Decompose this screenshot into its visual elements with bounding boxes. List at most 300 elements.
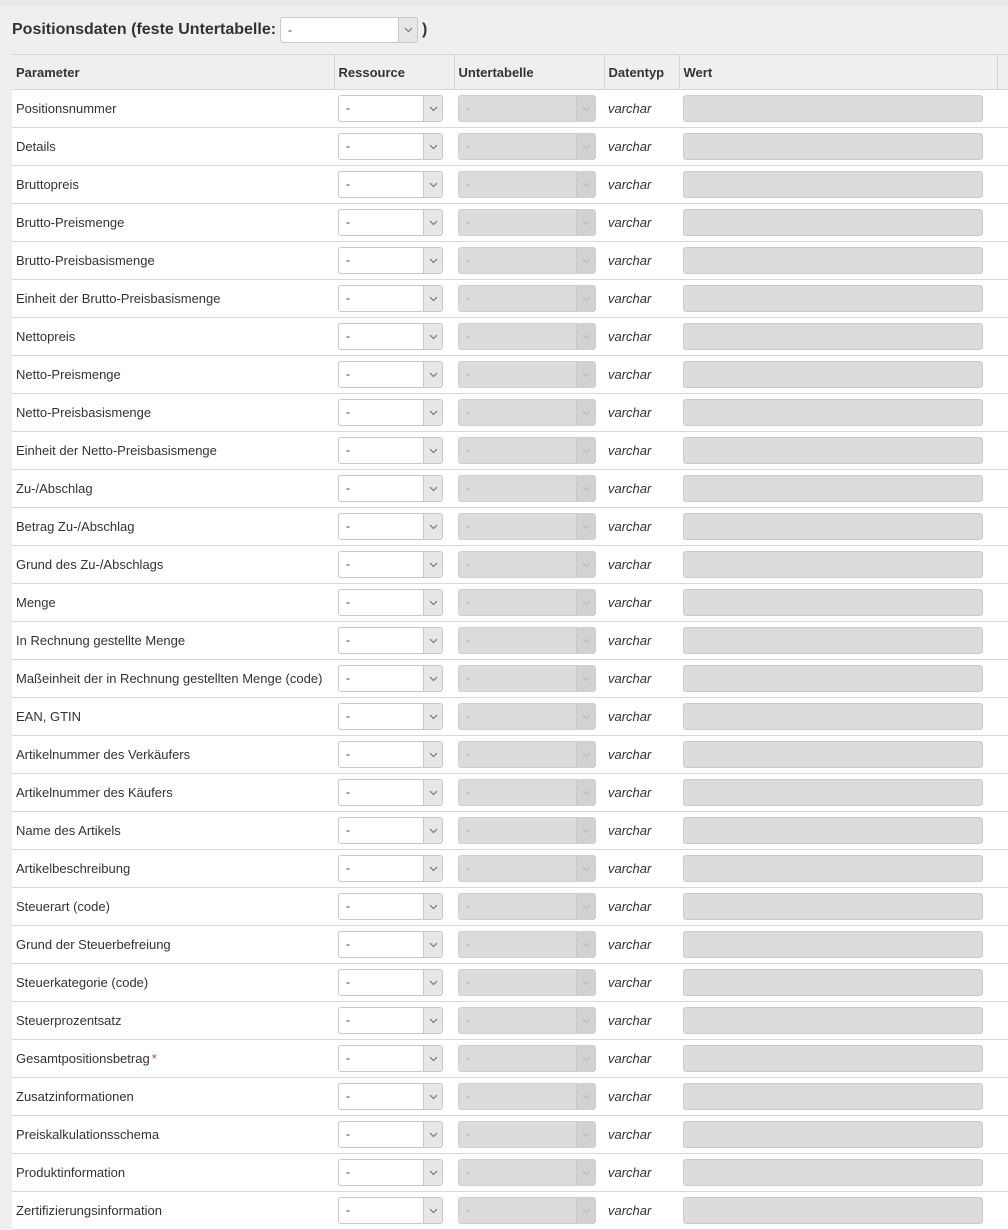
- ressource-select[interactable]: [338, 589, 443, 616]
- chevron-down-icon[interactable]: [423, 1084, 442, 1109]
- ressource-cell: [334, 964, 454, 1002]
- ressource-select[interactable]: [338, 855, 443, 882]
- parameter-label: Brutto-Preisbasismenge: [16, 253, 155, 268]
- header-wert: Wert: [679, 55, 997, 90]
- parameter-cell: [12, 470, 334, 508]
- datentyp-value: varchar: [608, 1089, 652, 1104]
- wert-cell: [679, 888, 997, 926]
- chevron-down-icon[interactable]: [423, 894, 442, 919]
- section-title: Positionsdaten (feste Untertabelle:: [12, 21, 277, 38]
- chevron-down-icon[interactable]: [423, 362, 442, 387]
- ressource-select-value: -: [346, 253, 350, 267]
- parameter-label: Betrag Zu-/Abschlag: [16, 519, 135, 534]
- untertabelle-cell: [454, 926, 604, 964]
- chevron-down-icon[interactable]: [423, 742, 442, 767]
- untertabelle-cell: [454, 622, 604, 660]
- wert-input-disabled: [683, 95, 983, 122]
- wert-input-disabled: [683, 209, 983, 236]
- table-row: [12, 964, 1008, 1002]
- parameter-cell: [12, 318, 334, 356]
- wert-cell: [679, 204, 997, 242]
- chevron-down-icon[interactable]: [423, 96, 442, 121]
- datentyp-cell: [604, 1078, 679, 1116]
- untertabelle-select-value: -: [466, 671, 470, 685]
- untertabelle-cell: [454, 356, 604, 394]
- fixed-subtable-select[interactable]: [280, 17, 418, 43]
- table-row: [12, 1192, 1008, 1230]
- ressource-select[interactable]: [338, 437, 443, 464]
- table-row: [12, 698, 1008, 736]
- parameter-cell: [12, 1078, 334, 1116]
- wert-cell: [679, 1078, 997, 1116]
- spacer-cell: [997, 470, 1008, 508]
- wert-cell: [679, 660, 997, 698]
- parameter-label: Steuerprozentsatz: [16, 1013, 122, 1028]
- ressource-select[interactable]: [338, 1045, 443, 1072]
- ressource-select[interactable]: [338, 323, 443, 350]
- datentyp-value: varchar: [608, 633, 652, 648]
- untertabelle-select-value: -: [466, 443, 470, 457]
- untertabelle-cell: [454, 584, 604, 622]
- chevron-down-icon[interactable]: [423, 552, 442, 577]
- wert-cell: [679, 1002, 997, 1040]
- wert-input-disabled: [683, 703, 983, 730]
- wert-input-disabled: [683, 1159, 983, 1186]
- parameter-label: In Rechnung gestellte Menge: [16, 633, 186, 648]
- chevron-down-icon: [576, 1198, 595, 1223]
- ressource-select-value: -: [346, 785, 350, 799]
- datentyp-cell: [604, 584, 679, 622]
- untertabelle-select-value: -: [466, 937, 470, 951]
- chevron-down-icon[interactable]: [423, 1160, 442, 1185]
- spacer-cell: [997, 280, 1008, 318]
- ressource-cell: [334, 1116, 454, 1154]
- ressource-select[interactable]: [338, 931, 443, 958]
- untertabelle-cell: [454, 1040, 604, 1078]
- ressource-select[interactable]: [338, 741, 443, 768]
- untertabelle-select-disabled: [458, 703, 596, 730]
- ressource-select-value: -: [346, 1089, 350, 1103]
- untertabelle-cell: [454, 166, 604, 204]
- datentyp-cell: [604, 166, 679, 204]
- untertabelle-select-value: -: [466, 177, 470, 191]
- chevron-down-icon[interactable]: [423, 932, 442, 957]
- table-row: [12, 318, 1008, 356]
- chevron-down-icon[interactable]: [423, 514, 442, 539]
- chevron-down-icon[interactable]: [423, 248, 442, 273]
- untertabelle-cell: [454, 546, 604, 584]
- ressource-select-value: -: [346, 367, 350, 381]
- wert-cell: [679, 90, 997, 128]
- untertabelle-select-value: -: [466, 1203, 470, 1217]
- untertabelle-select-disabled: [458, 475, 596, 502]
- wert-input-disabled: [683, 133, 983, 160]
- wert-input-disabled: [683, 1045, 983, 1072]
- datentyp-value: varchar: [608, 937, 652, 952]
- table-row: [12, 1116, 1008, 1154]
- datentyp-cell: [604, 508, 679, 546]
- untertabelle-cell: [454, 1002, 604, 1040]
- parameter-label: Produktinformation: [16, 1165, 126, 1180]
- chevron-down-icon: [576, 1008, 595, 1033]
- datentyp-cell: [604, 204, 679, 242]
- parameter-cell: [12, 128, 334, 166]
- ressource-cell: [334, 850, 454, 888]
- ressource-select[interactable]: [338, 285, 443, 312]
- datentyp-value: varchar: [608, 291, 652, 306]
- untertabelle-select-disabled: [458, 247, 596, 274]
- chevron-down-icon: [576, 1046, 595, 1071]
- datentyp-cell: [604, 546, 679, 584]
- spacer-cell: [997, 1154, 1008, 1192]
- chevron-down-icon[interactable]: [423, 818, 442, 843]
- ressource-cell: [334, 926, 454, 964]
- ressource-cell: [334, 1154, 454, 1192]
- ressource-select[interactable]: [338, 247, 443, 274]
- wert-cell: [679, 242, 997, 280]
- datentyp-cell: [604, 90, 679, 128]
- ressource-cell: [334, 470, 454, 508]
- chevron-down-icon: [576, 1084, 595, 1109]
- parameter-label: Positionsnummer: [16, 101, 117, 116]
- ressource-cell: [334, 242, 454, 280]
- ressource-select-value: -: [346, 975, 350, 989]
- datentyp-value: varchar: [608, 1051, 652, 1066]
- spacer-cell: [997, 204, 1008, 242]
- untertabelle-select-disabled: [458, 1045, 596, 1072]
- ressource-select[interactable]: [338, 779, 443, 806]
- table-row: [12, 546, 1008, 584]
- chevron-down-icon: [576, 476, 595, 501]
- untertabelle-cell: [454, 128, 604, 166]
- parameter-cell: [12, 850, 334, 888]
- ressource-select-value: -: [346, 177, 350, 191]
- datentyp-value: varchar: [608, 443, 652, 458]
- ressource-select[interactable]: [338, 1197, 443, 1224]
- untertabelle-cell: [454, 774, 604, 812]
- parameter-label: Maßeinheit der in Rechnung gestellten Menge (code): [16, 671, 323, 686]
- ressource-select[interactable]: [338, 399, 443, 426]
- wert-cell: [679, 698, 997, 736]
- untertabelle-select-disabled: [458, 361, 596, 388]
- wert-cell: [679, 812, 997, 850]
- ressource-select[interactable]: [338, 1121, 443, 1148]
- chevron-down-icon[interactable]: [423, 1008, 442, 1033]
- ressource-cell: [334, 1040, 454, 1078]
- table-row: [12, 888, 1008, 926]
- untertabelle-select-disabled: [458, 171, 596, 198]
- table-row: [12, 128, 1008, 166]
- untertabelle-select-value: -: [466, 899, 470, 913]
- untertabelle-select-value: -: [466, 253, 470, 267]
- untertabelle-select-disabled: [458, 1159, 596, 1186]
- untertabelle-cell: [454, 90, 604, 128]
- spacer-cell: [997, 356, 1008, 394]
- datentyp-cell: [604, 850, 679, 888]
- chevron-down-icon: [576, 438, 595, 463]
- ressource-select[interactable]: [338, 627, 443, 654]
- chevron-down-icon[interactable]: [423, 856, 442, 881]
- untertabelle-select-disabled: [458, 969, 596, 996]
- chevron-down-icon[interactable]: [423, 970, 442, 995]
- chevron-down-icon: [576, 172, 595, 197]
- chevron-down-icon[interactable]: [423, 1198, 442, 1223]
- untertabelle-select-value: -: [466, 291, 470, 305]
- datentyp-cell: [604, 1040, 679, 1078]
- untertabelle-select-disabled: [458, 437, 596, 464]
- ressource-select[interactable]: [338, 893, 443, 920]
- datentyp-value: varchar: [608, 101, 652, 116]
- ressource-select[interactable]: [338, 1159, 443, 1186]
- chevron-down-icon[interactable]: [423, 590, 442, 615]
- untertabelle-select-disabled: [458, 1083, 596, 1110]
- ressource-select[interactable]: [338, 513, 443, 540]
- chevron-down-icon: [576, 362, 595, 387]
- wert-input-disabled: [683, 247, 983, 274]
- datentyp-cell: [604, 698, 679, 736]
- spacer-cell: [997, 166, 1008, 204]
- wert-input-disabled: [683, 665, 983, 692]
- ressource-select-value: -: [346, 1127, 350, 1141]
- untertabelle-select-disabled: [458, 893, 596, 920]
- chevron-down-icon[interactable]: [423, 286, 442, 311]
- untertabelle-select-value: -: [466, 1165, 470, 1179]
- ressource-cell: [334, 356, 454, 394]
- untertabelle-select-disabled: [458, 133, 596, 160]
- untertabelle-select-disabled: [458, 551, 596, 578]
- untertabelle-cell: [454, 318, 604, 356]
- untertabelle-select-value: -: [466, 861, 470, 875]
- parameter-cell: [12, 242, 334, 280]
- header-parameter: Parameter: [12, 55, 334, 90]
- chevron-down-icon[interactable]: [423, 628, 442, 653]
- untertabelle-cell: [454, 698, 604, 736]
- datentyp-cell: [604, 432, 679, 470]
- untertabelle-select-disabled: [458, 1121, 596, 1148]
- ressource-select[interactable]: [338, 969, 443, 996]
- chevron-down-icon: [576, 286, 595, 311]
- header-spacer: [997, 55, 1008, 90]
- ressource-cell: [334, 888, 454, 926]
- ressource-cell: [334, 660, 454, 698]
- untertabelle-cell: [454, 1154, 604, 1192]
- untertabelle-select-disabled: [458, 741, 596, 768]
- chevron-down-icon[interactable]: [423, 1046, 442, 1071]
- parameter-cell: [12, 1040, 334, 1078]
- datentyp-cell: [604, 242, 679, 280]
- datentyp-value: varchar: [608, 747, 652, 762]
- datentyp-value: varchar: [608, 253, 652, 268]
- parameter-cell: [12, 280, 334, 318]
- datentyp-value: varchar: [608, 329, 652, 344]
- table-row: [12, 774, 1008, 812]
- ressource-select[interactable]: [338, 703, 443, 730]
- wert-input-disabled: [683, 741, 983, 768]
- wert-cell: [679, 394, 997, 432]
- untertabelle-select-value: -: [466, 709, 470, 723]
- untertabelle-select-value: -: [466, 1013, 470, 1027]
- untertabelle-cell: [454, 964, 604, 1002]
- parameter-cell: [12, 90, 334, 128]
- datentyp-cell: [604, 356, 679, 394]
- untertabelle-cell: [454, 1078, 604, 1116]
- wert-cell: [679, 546, 997, 584]
- wert-input-disabled: [683, 589, 983, 616]
- untertabelle-select-disabled: [458, 931, 596, 958]
- wert-input-disabled: [683, 931, 983, 958]
- chevron-down-icon[interactable]: [423, 324, 442, 349]
- ressource-select-value: -: [346, 1051, 350, 1065]
- ressource-select[interactable]: [338, 209, 443, 236]
- table-row: [12, 812, 1008, 850]
- parameter-label: Grund des Zu-/Abschlags: [16, 557, 164, 572]
- parameter-label: Einheit der Brutto-Preisbasismenge: [16, 291, 221, 306]
- parameter-label: Details: [16, 139, 56, 154]
- wert-input-disabled: [683, 361, 983, 388]
- datentyp-value: varchar: [608, 519, 652, 534]
- untertabelle-select-disabled: [458, 209, 596, 236]
- untertabelle-select-value: -: [466, 405, 470, 419]
- datentyp-value: varchar: [608, 1165, 652, 1180]
- parameter-table: [12, 54, 1008, 1230]
- wert-cell: [679, 1116, 997, 1154]
- untertabelle-cell: [454, 204, 604, 242]
- table-row: [12, 660, 1008, 698]
- chevron-down-icon[interactable]: [423, 780, 442, 805]
- ressource-select[interactable]: [338, 551, 443, 578]
- datentyp-value: varchar: [608, 861, 652, 876]
- parameter-cell: [12, 698, 334, 736]
- ressource-cell: [334, 432, 454, 470]
- untertabelle-select-disabled: [458, 323, 596, 350]
- ressource-select[interactable]: [338, 95, 443, 122]
- wert-cell: [679, 850, 997, 888]
- wert-input-disabled: [683, 1121, 983, 1148]
- chevron-down-icon[interactable]: [423, 134, 442, 159]
- chevron-down-icon: [576, 590, 595, 615]
- spacer-cell: [997, 1116, 1008, 1154]
- wert-input-disabled: [683, 1083, 983, 1110]
- chevron-down-icon[interactable]: [423, 210, 442, 235]
- parameter-cell: [12, 888, 334, 926]
- parameter-cell: [12, 508, 334, 546]
- spacer-cell: [997, 964, 1008, 1002]
- ressource-select[interactable]: [338, 361, 443, 388]
- chevron-down-icon[interactable]: [423, 666, 442, 691]
- untertabelle-cell: [454, 850, 604, 888]
- parameter-label: Steuerart (code): [16, 899, 110, 914]
- ressource-select[interactable]: [338, 817, 443, 844]
- untertabelle-select-disabled: [458, 1007, 596, 1034]
- wert-cell: [679, 166, 997, 204]
- datentyp-cell: [604, 888, 679, 926]
- datentyp-value: varchar: [608, 975, 652, 990]
- ressource-cell: [334, 204, 454, 242]
- ressource-cell: [334, 128, 454, 166]
- parameter-cell: [12, 546, 334, 584]
- ressource-select-value: -: [346, 329, 350, 343]
- datentyp-cell: [604, 128, 679, 166]
- chevron-down-icon: [576, 970, 595, 995]
- untertabelle-select-value: -: [466, 101, 470, 115]
- ressource-select[interactable]: [338, 1083, 443, 1110]
- ressource-select[interactable]: [338, 475, 443, 502]
- spacer-cell: [997, 926, 1008, 964]
- ressource-cell: [334, 774, 454, 812]
- spacer-cell: [997, 698, 1008, 736]
- datentyp-value: varchar: [608, 785, 652, 800]
- wert-input-disabled: [683, 475, 983, 502]
- ressource-cell: [334, 280, 454, 318]
- ressource-select[interactable]: [338, 171, 443, 198]
- chevron-down-icon: [576, 704, 595, 729]
- chevron-down-icon[interactable]: [423, 438, 442, 463]
- spacer-cell: [997, 1192, 1008, 1230]
- wert-cell: [679, 964, 997, 1002]
- ressource-select-value: -: [346, 595, 350, 609]
- wert-cell: [679, 128, 997, 166]
- untertabelle-select-value: -: [466, 215, 470, 229]
- ressource-select[interactable]: [338, 1007, 443, 1034]
- spacer-cell: [997, 660, 1008, 698]
- datentyp-value: varchar: [608, 405, 652, 420]
- table-row: [12, 204, 1008, 242]
- chevron-down-icon[interactable]: [398, 18, 417, 42]
- required-marker: *: [151, 1051, 157, 1066]
- chevron-down-icon[interactable]: [423, 476, 442, 501]
- ressource-cell: [334, 622, 454, 660]
- parameter-cell: [12, 1154, 334, 1192]
- datentyp-value: varchar: [608, 481, 652, 496]
- wert-cell: [679, 1040, 997, 1078]
- chevron-down-icon[interactable]: [423, 1122, 442, 1147]
- datentyp-cell: [604, 394, 679, 432]
- datentyp-cell: [604, 1002, 679, 1040]
- table-row: [12, 470, 1008, 508]
- wert-cell: [679, 1154, 997, 1192]
- table-row: [12, 166, 1008, 204]
- parameter-label: Name des Artikels: [16, 823, 121, 838]
- parameter-cell: [12, 584, 334, 622]
- spacer-cell: [997, 1040, 1008, 1078]
- datentyp-value: varchar: [608, 1013, 652, 1028]
- spacer-cell: [997, 546, 1008, 584]
- parameter-label: EAN, GTIN: [16, 709, 82, 724]
- parameter-label: Netto-Preismenge: [16, 367, 121, 382]
- ressource-select[interactable]: [338, 133, 443, 160]
- untertabelle-cell: [454, 736, 604, 774]
- ressource-select[interactable]: [338, 665, 443, 692]
- ressource-cell: [334, 812, 454, 850]
- table-row: [12, 1040, 1008, 1078]
- chevron-down-icon[interactable]: [423, 400, 442, 425]
- parameter-cell: [12, 432, 334, 470]
- wert-input-disabled: [683, 1197, 983, 1224]
- wert-cell: [679, 774, 997, 812]
- table-row: [12, 356, 1008, 394]
- parameter-label: Steuerkategorie (code): [16, 975, 149, 990]
- spacer-cell: [997, 318, 1008, 356]
- chevron-down-icon[interactable]: [423, 704, 442, 729]
- spacer-cell: [997, 736, 1008, 774]
- chevron-down-icon[interactable]: [423, 172, 442, 197]
- datentyp-cell: [604, 812, 679, 850]
- chevron-down-icon: [576, 856, 595, 881]
- datentyp-cell: [604, 1154, 679, 1192]
- spacer-cell: [997, 812, 1008, 850]
- chevron-down-icon: [576, 1122, 595, 1147]
- parameter-label: Gesamtpositionsbetrag: [16, 1051, 150, 1066]
